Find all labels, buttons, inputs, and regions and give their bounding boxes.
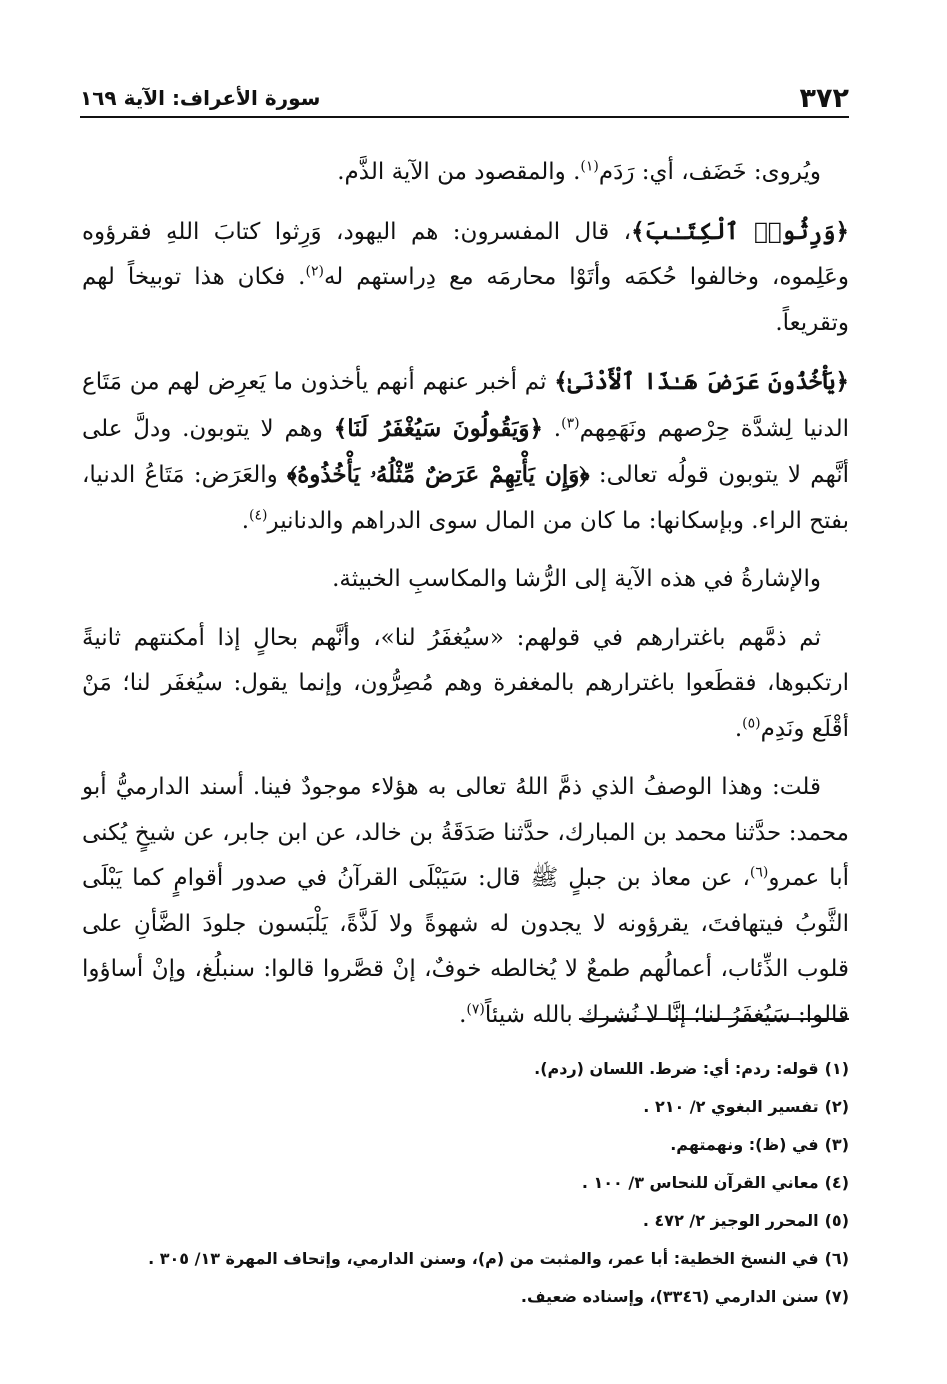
paragraph-text: . (459, 1001, 467, 1028)
paragraph-text: . (734, 715, 743, 742)
footnote-text: معاني القرآن للنحاس ٣/ ١٠٠ . (581, 1173, 819, 1192)
paragraph-text: قلت: وهذا الوصفُ الذي ذمَّ اللهُ تعالى به هؤلاء موجودٌ فينا. أسند الدارميُّ أبو محمد: حدَّثنا محمد بن المبارك، حدَّثنا صَدَقَةُ بن خالد، عن ابن جابر، عن شيخٍ يُكنى أبا عمرو (82, 774, 849, 891)
paragraph-1 (82, 150, 849, 196)
paragraph-text: . والمقصود من الآية الذَّم. (337, 159, 581, 185)
paragraph-text: . (543, 415, 562, 442)
quran-quote: ﴿يَأْخُذُونَ عَرَضَ هَـٰذَا ٱلْأَدْنَىٰ﴾ (554, 368, 849, 395)
footnote-ref: (٢) (305, 263, 324, 280)
footnote-text: قوله: ردم: أي: ضرط. اللسان (ردم). (534, 1059, 819, 1078)
footnote-number: (٤) (824, 1173, 849, 1192)
paragraph-3 (82, 359, 849, 544)
footnote-2 (82, 1088, 849, 1126)
footnote-6 (82, 1240, 849, 1278)
footnote-ref: (٣) (561, 414, 580, 431)
paragraph-text: ، قال المفسرون: هم اليهود، وَرِثوا كتابَ اللهِ فقرؤوه وعَلِموه، وخالفوا حُكمَه وأتَوْا محارمَه مع دِراستهم له (82, 218, 849, 290)
footnote-ref: (٧) (466, 1000, 485, 1017)
footnote-5 (82, 1202, 849, 1240)
footnote-number: (٣) (824, 1135, 849, 1154)
footnote-text: في النسخ الخطية: أبا عمر، والمثبت من (م)، وسنن الدارمي، وإتحاف المهرة ١٣/ ٣٠٥ . (148, 1249, 819, 1268)
footnote-ref: (٦) (749, 864, 769, 881)
footnote-text: المحرر الوجيز ٢/ ٤٧٢ . (642, 1211, 819, 1230)
footnote-number: (٧) (824, 1287, 849, 1306)
quran-quote: ﴿وَإِن يَأْتِهِمْ عَرَضٌ مِّثْلُهُۥ يَأْخُذُوهُ﴾ (287, 461, 590, 488)
footnote-ref: (٤) (249, 506, 268, 523)
page-number: ٣٧٢ (799, 82, 849, 114)
quran-quote: ﴿وَرِثُوا۟ ٱلْكِتَـٰبَ﴾ (631, 217, 849, 245)
footnote-1 (82, 1050, 849, 1088)
paragraph-text: ثم أخبر عنهم أنهم يأخذون ما يَعرِض لهم من مَتَاع الدنيا لِشدَّة حِرْصهم ونَهَمِهم (82, 369, 849, 442)
paragraph-text: والإشارةُ في هذه الآية إلى الرُّشا والمكاسبِ الخبيثة. (332, 566, 821, 592)
footnote-text: تفسير البغوي ٢/ ٢١٠ . (643, 1097, 819, 1116)
paragraph-text: ثم ذمَّهم باغترارهم في قولهم: «سيُغفَرُ لنا»، وأنَّهم بحالٍ إذا أمكنتهم ثانيةً ارتكبوها، فقطَعوا باغترارهم بالمغفرة وهم مُصِرُّون، وإنما يقول: سيُغفَر لنا؛ مَنْ أقْلَع ونَدِم (82, 624, 849, 742)
footnote-ref: (١) (580, 158, 599, 175)
paragraph-text: . فكان هذا توبيخاً لهم وتقريعاً. (82, 264, 849, 336)
footnote-text: سنن الدارمي (٣٣٤٦)، وإسناده ضعيف. (520, 1287, 819, 1306)
paragraph-text: ويُروى: خَضَف، أي: رَدَم (598, 159, 821, 185)
footnote-number: (٥) (824, 1211, 849, 1230)
paragraph-6 (82, 765, 849, 1038)
main-text (82, 150, 849, 1038)
footnote-number: (١) (824, 1059, 849, 1078)
surah-title: سورة الأعراف: الآية ١٦٩ (80, 86, 321, 110)
paragraph-2 (82, 209, 849, 347)
paragraph-4 (82, 557, 849, 603)
footnote-divider (579, 1018, 849, 1020)
paragraph-5 (82, 616, 849, 753)
footnotes (82, 1050, 849, 1316)
footnote-3 (82, 1126, 849, 1164)
quran-quote: ﴿وَيَقُولُونَ سَيُغْفَرُ لَنَا﴾ (333, 414, 544, 442)
paragraph-text: . (241, 507, 250, 534)
paragraph-text: ، عن معاذ بن جبلٍ ﷺ قال: سَيَبْلَى القرآنُ في صدور أقوامٍ كما يَبْلَى الثَّوبُ فيتهافتَ، يقرؤونه لا يجدون له شهوةً ولا لَذَّةً، يَلْبَسون جلودَ الضَّأنِ على قلوب الذِّئاب، أعمالُهم طمعٌ لا يُخالطه خوفٌ، إنْ قصَّروا قالوا: سنبلُغ، وإنْ أساؤوا قالوا: سَيُغفَرُ لنا؛ إنَّا لا نُشرك بالله شيئاً (82, 865, 849, 1028)
running-header (80, 80, 849, 118)
footnote-4 (82, 1164, 849, 1202)
footnote-number: (٦) (824, 1249, 849, 1268)
paragraph-text: والعَرَض: مَتَاعُ الدنيا، بفتح الراء. وبإسكانها: ما كان من المال سوى الدراهم والدنانير (82, 462, 849, 534)
footnote-ref: (٥) (742, 714, 761, 731)
paragraph-text: وهم لا يتوبون. ودلَّ على أنَّهم لا يتوبون قولُه تعالى: (82, 415, 849, 488)
footnote-text: في (ظ): ونهمتهم. (670, 1135, 819, 1154)
footnote-7 (82, 1278, 849, 1316)
footnote-number: (٢) (824, 1097, 849, 1116)
